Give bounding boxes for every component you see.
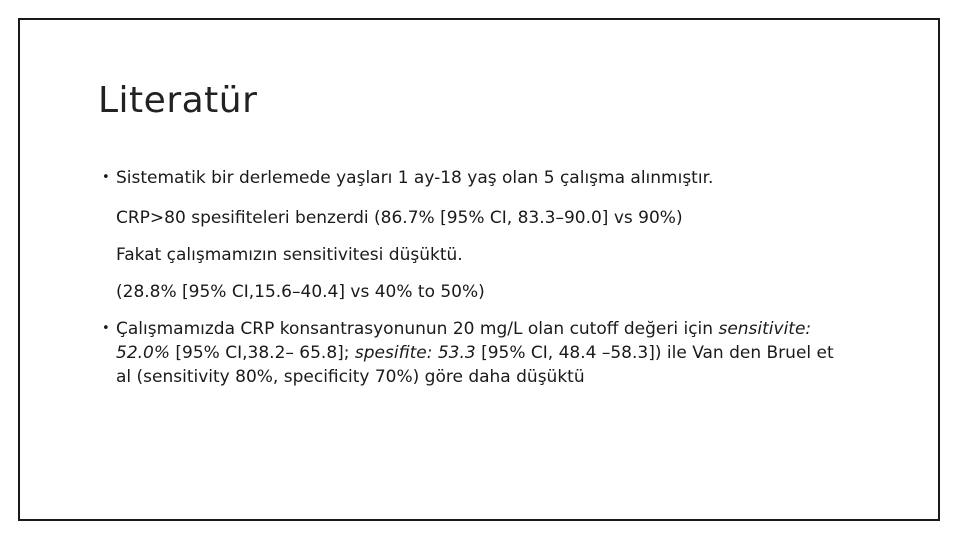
bullet-2-line-1 [116,317,862,341]
bullet-item-2 [102,317,862,389]
bullet-2-italic-spesifite: spesifite: 53.3 [354,343,476,363]
bullet-item-1 [102,166,862,190]
bullet-2-text: [95% CI,38.2– 65.8]; [170,343,355,363]
slide-title: Literatür [98,80,258,121]
bullet-2-line-2 [116,341,862,365]
bullet-2-italic-value: 52.0% [116,343,171,363]
bullet-1-line-1: Sistematik bir derlemede yaşları 1 ay-18 yaş olan 5 çalışma alınmıştır. [116,168,714,188]
bullet-2-text: al (sensitivity 80%, specificity 70%) göre daha düşüktü [116,367,585,387]
bullet-dot: • [102,321,110,336]
bullet-2-paragraph [116,317,862,389]
bullet-1-line-3: Fakat çalışmamızın sensitivitesi düşüktü. [116,245,463,265]
bullet-2-italic-sensitivite: sensitivite: [718,319,812,339]
bullet-1-line-2: CRP>80 spesifiteleri benzerdi (86.7% [95% CI, 83.3–90.0] vs 90%) [116,208,683,228]
bullet-dot: • [102,170,110,185]
bullet-2-text: [95% CI, 48.4 –58.3]) ile Van den Bruel et [475,343,834,363]
bullet-2-text: Çalışmamızda CRP konsantrasyonunun 20 mg/L olan cutoff değeri için [116,319,719,339]
bullet-2-line-3 [116,365,862,389]
bullet-1-line-4: (28.8% [95% CI,15.6–40.4] vs 40% to 50%) [116,282,485,302]
